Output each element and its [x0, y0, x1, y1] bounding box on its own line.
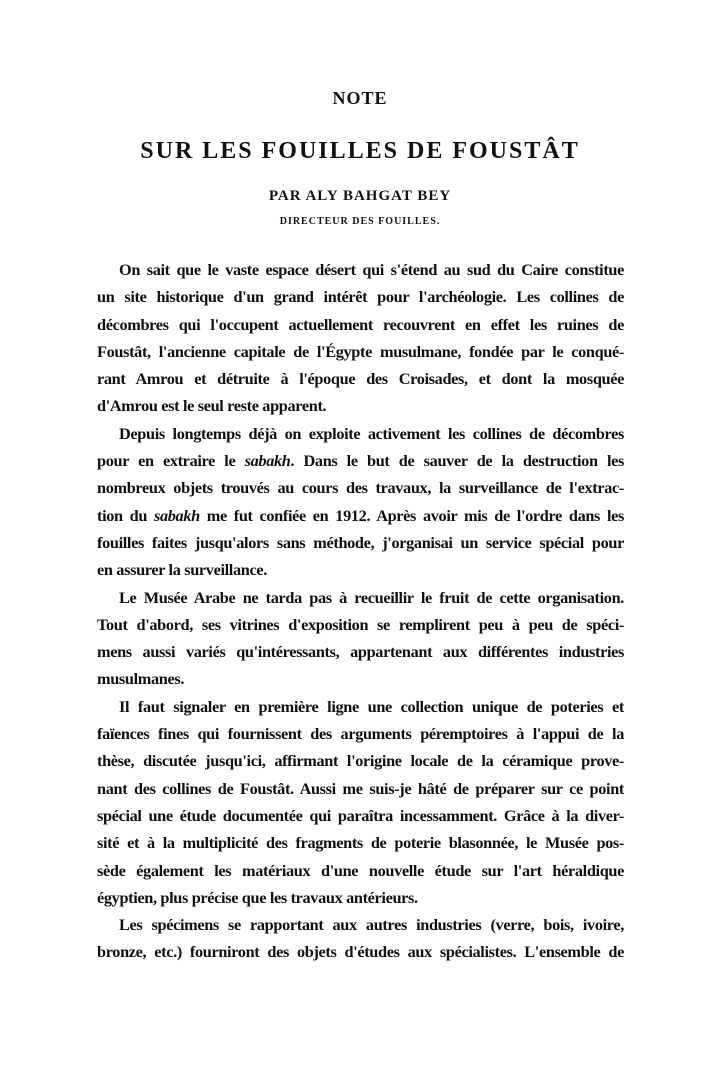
- text-line: [97, 447, 624, 474]
- text-line: en assurer la surveillance.: [97, 560, 267, 580]
- italic-term: sabakh: [244, 451, 291, 471]
- text-line: d'Amrou est le seul reste apparent.: [97, 396, 327, 416]
- text-line: nombreux objets trouvés au cours des travaux, la surveillance de l'extrac-: [97, 478, 624, 498]
- text-line: Le Musée Arabe ne tarda pas à recueillir le fruit de cette organisation.: [119, 587, 624, 607]
- page-title: SUR LES FOUILLES DE FOUSTÂT: [140, 138, 580, 164]
- text-line: sède également les matériaux d'une nouvelle étude sur l'art héraldique: [97, 860, 624, 880]
- text-segment: pour en extraire le: [97, 451, 245, 471]
- note-heading: NOTE: [332, 88, 388, 108]
- text-line: musulmanes.: [97, 669, 185, 689]
- author-role: DIRECTEUR DES FOUILLES.: [279, 216, 441, 227]
- text-line: faïences fines qui fournissent des arguments péremptoires à l'appui de la: [97, 724, 624, 744]
- text-line: Tout d'abord, ses vitrines d'exposition se remplirent peu à peu de spéci-: [97, 614, 624, 634]
- text-line: un site historique d'un grand intérêt pour l'archéologie. Les collines de: [97, 287, 624, 307]
- text-line: Il faut signaler en première ligne une collection unique de poteries et: [119, 696, 624, 716]
- body-text: [97, 256, 624, 966]
- author-line: PAR ALY BAHGAT BEY: [268, 188, 452, 204]
- text-line: Foustât, l'ancienne capitale de l'Égypte musulmane, fondée par le conqué-: [97, 341, 624, 361]
- text-line: Depuis longtemps déjà on exploite activement les collines de décombres: [119, 423, 624, 443]
- text-line: rant Amrou et détruite à l'époque des Croisades, et dont la mosquée: [97, 369, 624, 389]
- text-segment: me fut confiée en 1912. Après avoir mis de l'ordre dans les: [199, 505, 624, 525]
- text-line: Les spécimens se rapportant aux autres industries (verre, bois, ivoire,: [119, 915, 624, 935]
- text-line: nant des collines de Foustât. Aussi me suis-je hâté de préparer sur ce point: [97, 778, 624, 798]
- text-line: sité et à la multiplicité des fragments de poterie blasonnée, le Musée pos-: [97, 833, 624, 853]
- text-line: [97, 502, 624, 529]
- italic-term: sabakh: [153, 505, 200, 525]
- text-line: spécial une étude documentée qui paraîtra incessamment. Grâce à la diver-: [97, 805, 624, 825]
- text-line: décombres qui l'occupent actuellement recouvrent en effet les ruines de: [97, 314, 624, 334]
- text-line: mens aussi variés qu'intéressants, appartenant aux différentes industries: [97, 642, 624, 662]
- text-line: thèse, discutée jusqu'ici, affirmant l'origine locale de la céramique prove-: [97, 751, 624, 771]
- text-line: On sait que le vaste espace désert qui s'étend au sud du Caire constitue: [119, 260, 624, 279]
- text-segment: tion du: [97, 505, 154, 525]
- text-segment: . Dans le but de sauver de la destruction les: [290, 451, 624, 471]
- text-line: égyptien, plus précise que les travaux antérieurs.: [97, 887, 418, 907]
- text-line: bronze, etc.) fourniront des objets d'études aux spécialistes. L'ensemble de: [97, 942, 624, 962]
- text-line: fouilles faites jusqu'alors sans méthode, j'organisai un service spécial pour: [97, 532, 624, 552]
